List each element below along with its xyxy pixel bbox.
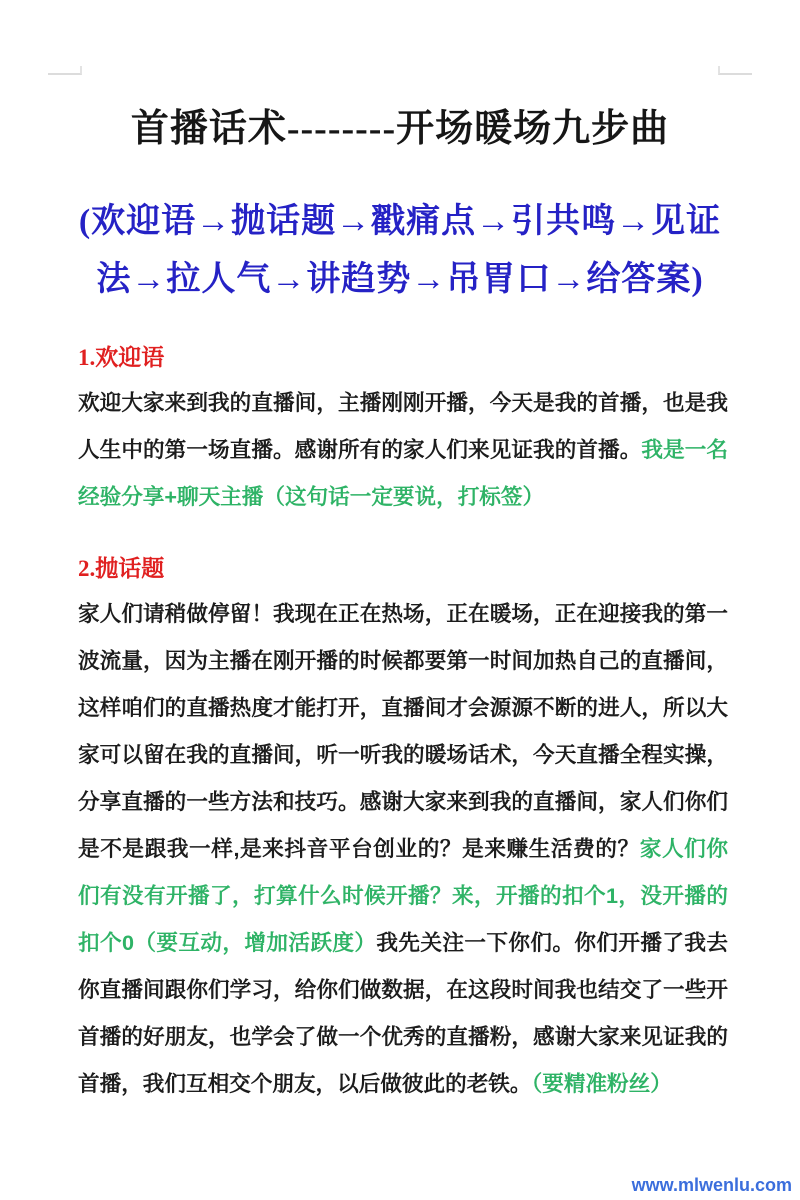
subtitle-line-1: (欢迎语→抛话题→戳痛点→引共鸣→见证: [78, 203, 722, 240]
margin-crop-mark-left: [48, 66, 82, 75]
section-1-heading: 1.欢迎语: [78, 345, 165, 370]
section-2-heading: 2.抛话题: [78, 556, 165, 581]
section-2-text-run-black-1: 家人们请稍做停留！我现在正在热场，正在暖场，正在迎接我的第一波流量，因为主播在刚开播的时候都要第一时间加热自己的直播间，这样咱们的直播热度才能打开，直播间才会源源不断的进人，所以大家可以留在我的直播间，听一听我的暖场话术，今天直播全程实操，分享直播的一些方法和技巧。感谢大家来到我的直播间，家人们你们是不是跟我一样,是来抖音平台创业的？是来赚生活费的？: [78, 601, 728, 861]
section-1-text-run-green: 我是一名经验分享+聊天主播（这句话一定要说，打标签）: [78, 437, 728, 509]
section-1-paragraph: [78, 379, 728, 520]
section-2-text-run-green-2: （要精准粉丝）: [531, 1071, 672, 1096]
document-title: 首播话术--------开场暖场九步曲: [130, 108, 670, 150]
margin-crop-mark-right: [718, 66, 752, 75]
section-1-text-run-black: 欢迎大家来到我的直播间，主播刚刚开播，今天是我的首播，也是我人生中的第一场直播。感谢所有的家人们来见证我的首播。: [78, 390, 728, 462]
document-subtitle: [0, 193, 800, 309]
watermark-url: www.mlwenlu.com: [631, 1175, 792, 1195]
section-2-paragraph: [78, 590, 728, 1107]
document-body: [78, 309, 728, 1107]
section-2-text-run-green-1: 家人们你们有没有开播了，打算什么时候开播？来，开播的扣个1，没开播的扣个0（要互动，增加活跃度）: [78, 836, 728, 955]
subtitle-line-2: 法→拉人气→讲趋势→吊胃口→给答案): [96, 261, 704, 298]
section-2-text-run-black-2: 我先关注一下你们。你们开播了我去你直播间跟你们学习，给你们做数据，在这段时间我也结交了一些开首播的好朋友，也学会了做一个优秀的直播粉，感谢大家来见证我的首播，我们互相交个朋友，以后做彼此的老铁。: [78, 930, 728, 1096]
